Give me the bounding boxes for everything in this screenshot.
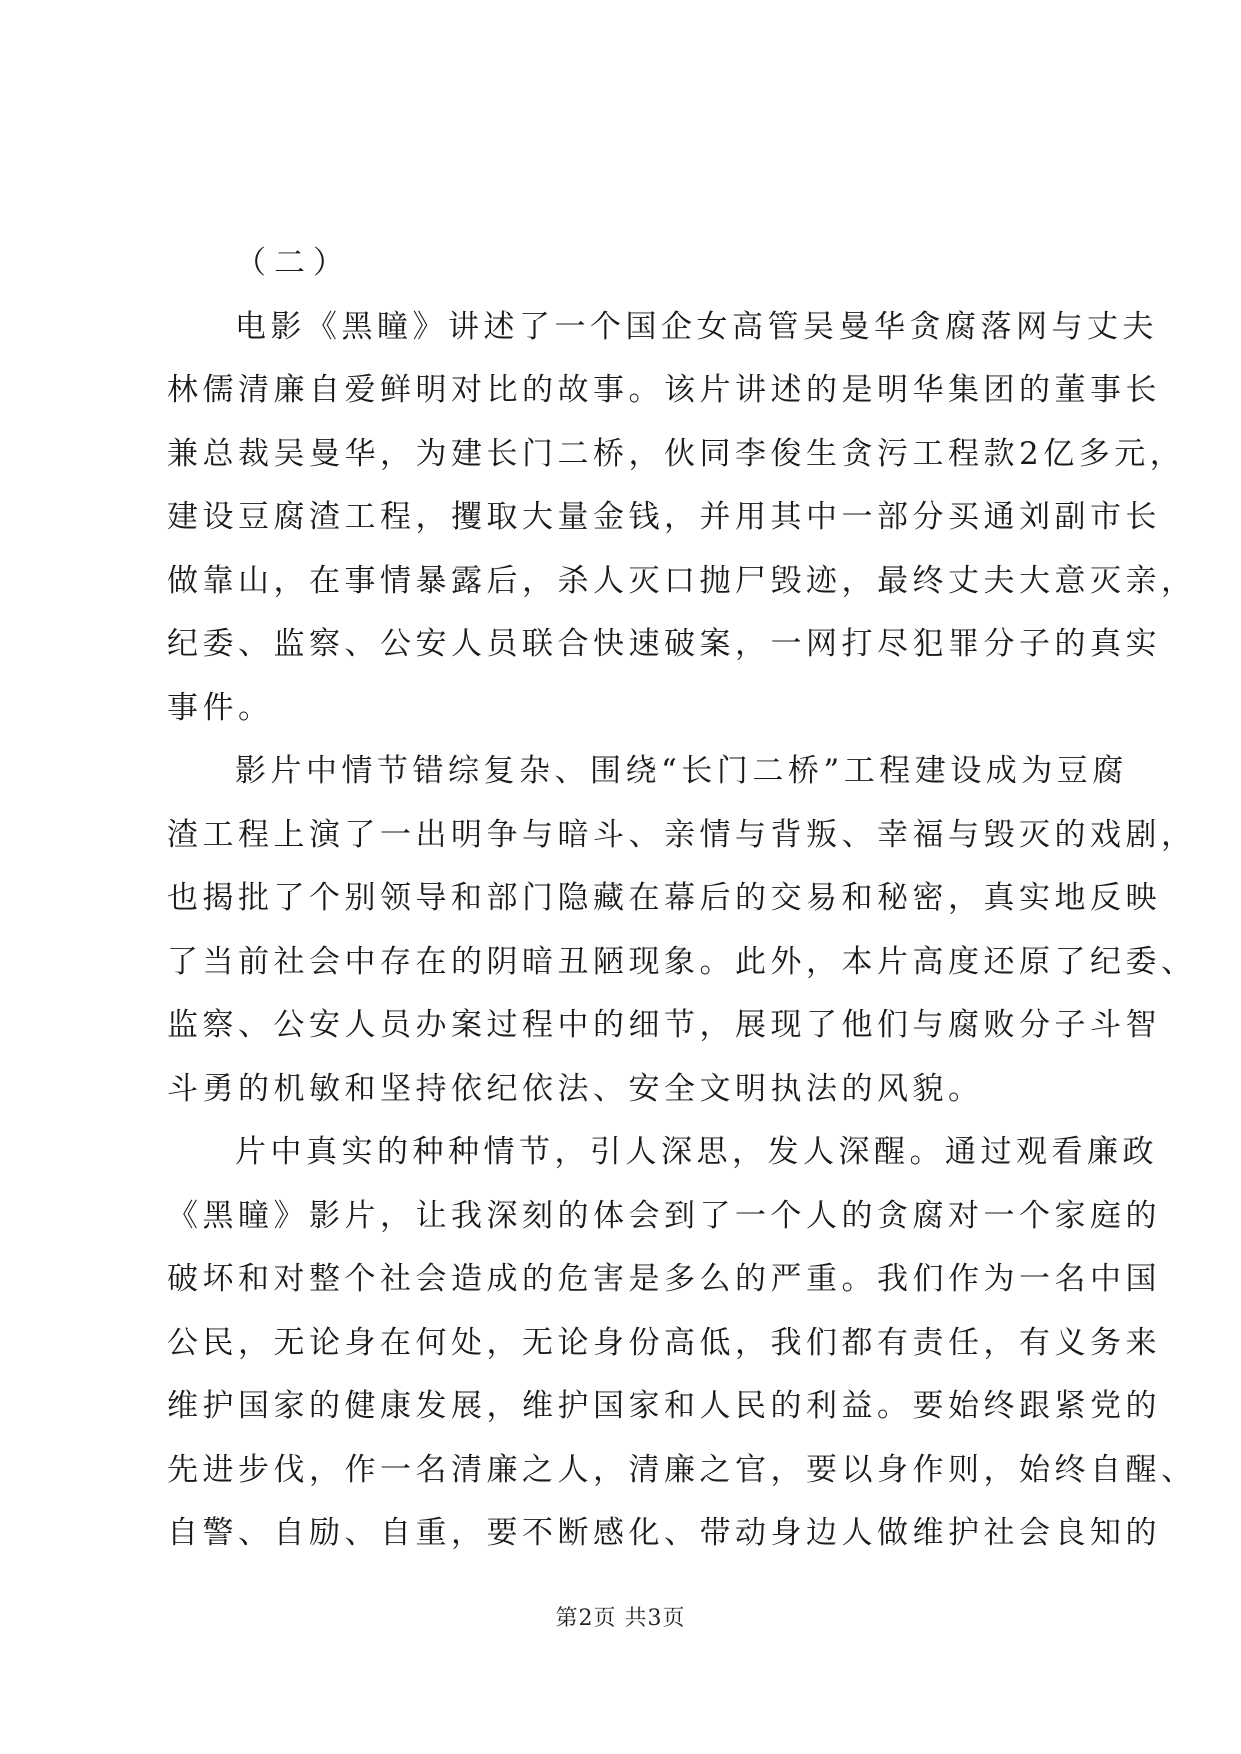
paragraph-3-line-4: 公民，无论身在何处，无论身份高低，我们都有责任，有义务来 [167, 1324, 1161, 1361]
document-body [167, 232, 1197, 1566]
paragraph-2-line-3: 也揭批了个别领导和部门隐藏在幕后的交易和秘密，真实地反映 [167, 880, 1161, 916]
paragraph-3-line-7: 自警、自励、自重，要不断感化、带动身边人做维护社会良知的 [167, 1515, 1161, 1551]
paragraph-1-line-7: 事件。 [167, 689, 274, 726]
paragraph-3-line-1: 片中真实的种种情节，引人深思，发人深醒。通过观看廉政 [235, 1134, 1158, 1170]
paragraph-2-line-4: 了当前社会中存在的阴暗丑陋现象。此外，本片高度还原了纪委、 [167, 943, 1197, 980]
paragraph-1-line-3: 兼总裁吴曼华，为建长门二桥，伙同李俊生贪污工程款2亿多元， [167, 435, 1186, 472]
paragraph-1-line-6: 纪委、监察、公安人员联合快速破案，一网打尽犯罪分子的真实 [167, 626, 1161, 662]
section-heading: （二） [235, 245, 352, 281]
page-number-footer: 第2页 共3页 [555, 1606, 686, 1631]
paragraph-3-line-6: 先进步伐，作一名清廉之人，清廉之官，要以身作则，始终自醒、 [167, 1451, 1197, 1488]
paragraph-3-line-2: 《黑瞳》影片，让我深刻的体会到了一个人的贪腐对一个家庭的 [167, 1197, 1161, 1234]
paragraph-2-line-5: 监察、公安人员办案过程中的细节，展现了他们与腐败分子斗智 [167, 1007, 1161, 1043]
paragraph-1-line-1: 电影《黑瞳》讲述了一个国企女高管吴曼华贪腐落网与丈夫 [235, 308, 1158, 345]
paragraph-2-line-2: 渣工程上演了一出明争与暗斗、亲情与背叛、幸福与毁灭的戏剧， [167, 816, 1197, 853]
paragraph-2-line-6: 斗勇的机敏和坚持依纪依法、安全文明执法的风貌。 [167, 1070, 984, 1107]
paragraph-1-line-5: 做靠山，在事情暴露后，杀人灭口抛尸毁迹，最终丈夫大意灭亲， [167, 562, 1197, 599]
paragraph-1-line-2: 林儒清廉自爱鲜明对比的故事。该片讲述的是明华集团的董事长 [167, 372, 1161, 408]
paragraph-3-line-5: 维护国家的健康发展，维护国家和人民的利益。要始终跟紧党的 [167, 1388, 1161, 1424]
paragraph-1-line-4: 建设豆腐渣工程，攫取大量金钱，并用其中一部分买通刘副市长 [167, 499, 1161, 535]
paragraph-3-line-3: 破坏和对整个社会造成的危害是多么的严重。我们作为一名中国 [167, 1261, 1161, 1297]
paragraph-2-line-1: 影片中情节错综复杂、围绕“长门二桥”工程建设成为豆腐 [235, 753, 1128, 789]
